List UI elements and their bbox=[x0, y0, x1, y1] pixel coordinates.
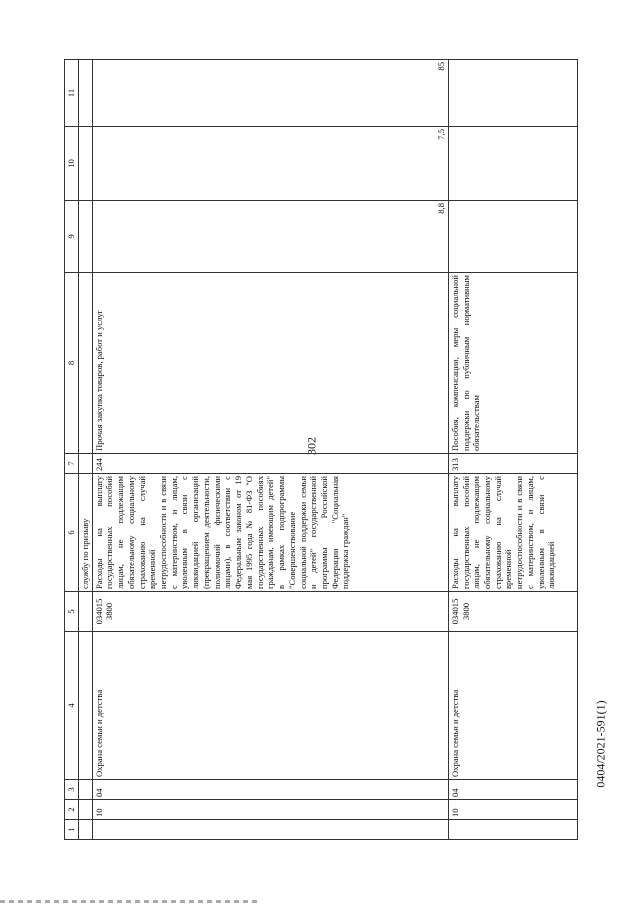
expense-type-name: Пособия, компенсации, меры социальной поддержки по публичным нормативным обязательствам bbox=[448, 273, 577, 454]
page-number: 302 bbox=[304, 437, 319, 455]
column-header: 8 bbox=[65, 273, 79, 454]
amount-value bbox=[448, 201, 577, 273]
document-id: 0404/2021-591(1) bbox=[593, 700, 608, 788]
target-article-name: Расходы на выплату государственных пособий лицам, не подлежащим обязательному социальному страхованию на случай временной нетрудоспособности и в связи с материнством, и лицам, уволенным в связи с ликвидацией bbox=[448, 474, 577, 592]
amount-value bbox=[448, 127, 577, 201]
section-code: 10 bbox=[92, 800, 448, 820]
expense-type-code: 313 bbox=[448, 454, 577, 474]
carry-over-row bbox=[78, 60, 92, 840]
target-article-code: 034015 3800 bbox=[448, 592, 577, 632]
amount-value: 85 bbox=[92, 60, 448, 127]
section-code: 10 bbox=[448, 800, 577, 820]
table-row bbox=[92, 60, 448, 840]
column-header: 7 bbox=[65, 454, 79, 474]
column-header: 4 bbox=[65, 632, 79, 780]
subsection-code: 04 bbox=[448, 780, 577, 800]
table-row bbox=[448, 60, 577, 840]
target-article-code: 034015 3800 bbox=[92, 592, 448, 632]
target-article-name: Расходы на выплату государственных пособий лицам, не подлежащим обязательному социальному страхованию на случай временной нетрудоспособности и в связи с материнством, и лицам, уволенным в связи с ликвидацией организаций (прекращением деятельности, полномочий физическими лицами), в соответствии с Федеральным законом от 19 мая 1995 года № 81-ФЗ "О государственных пособиях гражданам, имеющим детей" в рамках подпрограммы "Совершенствование социальной поддержки семьи и детей" государственной программы Российской Федерации "Социальная поддержка граждан" bbox=[92, 474, 448, 592]
column-header: 2 bbox=[65, 800, 79, 820]
column-header: 9 bbox=[65, 201, 79, 273]
column-header: 3 bbox=[65, 780, 79, 800]
column-header: 11 bbox=[65, 60, 79, 127]
budget-table-sheet bbox=[64, 60, 578, 840]
subsection-name: Охрана семьи и детства bbox=[448, 632, 577, 780]
expense-type-name: Прочая закупка товаров, работ и услуг bbox=[92, 273, 448, 454]
column-header: 1 bbox=[65, 820, 79, 840]
scan-artifact bbox=[0, 900, 260, 903]
column-header: 10 bbox=[65, 127, 79, 201]
column-header: 6 bbox=[65, 474, 79, 592]
expense-type-code: 244 bbox=[92, 454, 448, 474]
column-number-row bbox=[65, 60, 79, 840]
budget-table bbox=[64, 59, 578, 840]
column-header: 5 bbox=[65, 592, 79, 632]
amount-value: 7,5 bbox=[92, 127, 448, 201]
subsection-code: 04 bbox=[92, 780, 448, 800]
subsection-name: Охрана семьи и детства bbox=[92, 632, 448, 780]
amount-value bbox=[448, 60, 577, 127]
amount-value: 8,8 bbox=[92, 201, 448, 273]
carry-over-text: службу по призыву bbox=[78, 474, 92, 592]
